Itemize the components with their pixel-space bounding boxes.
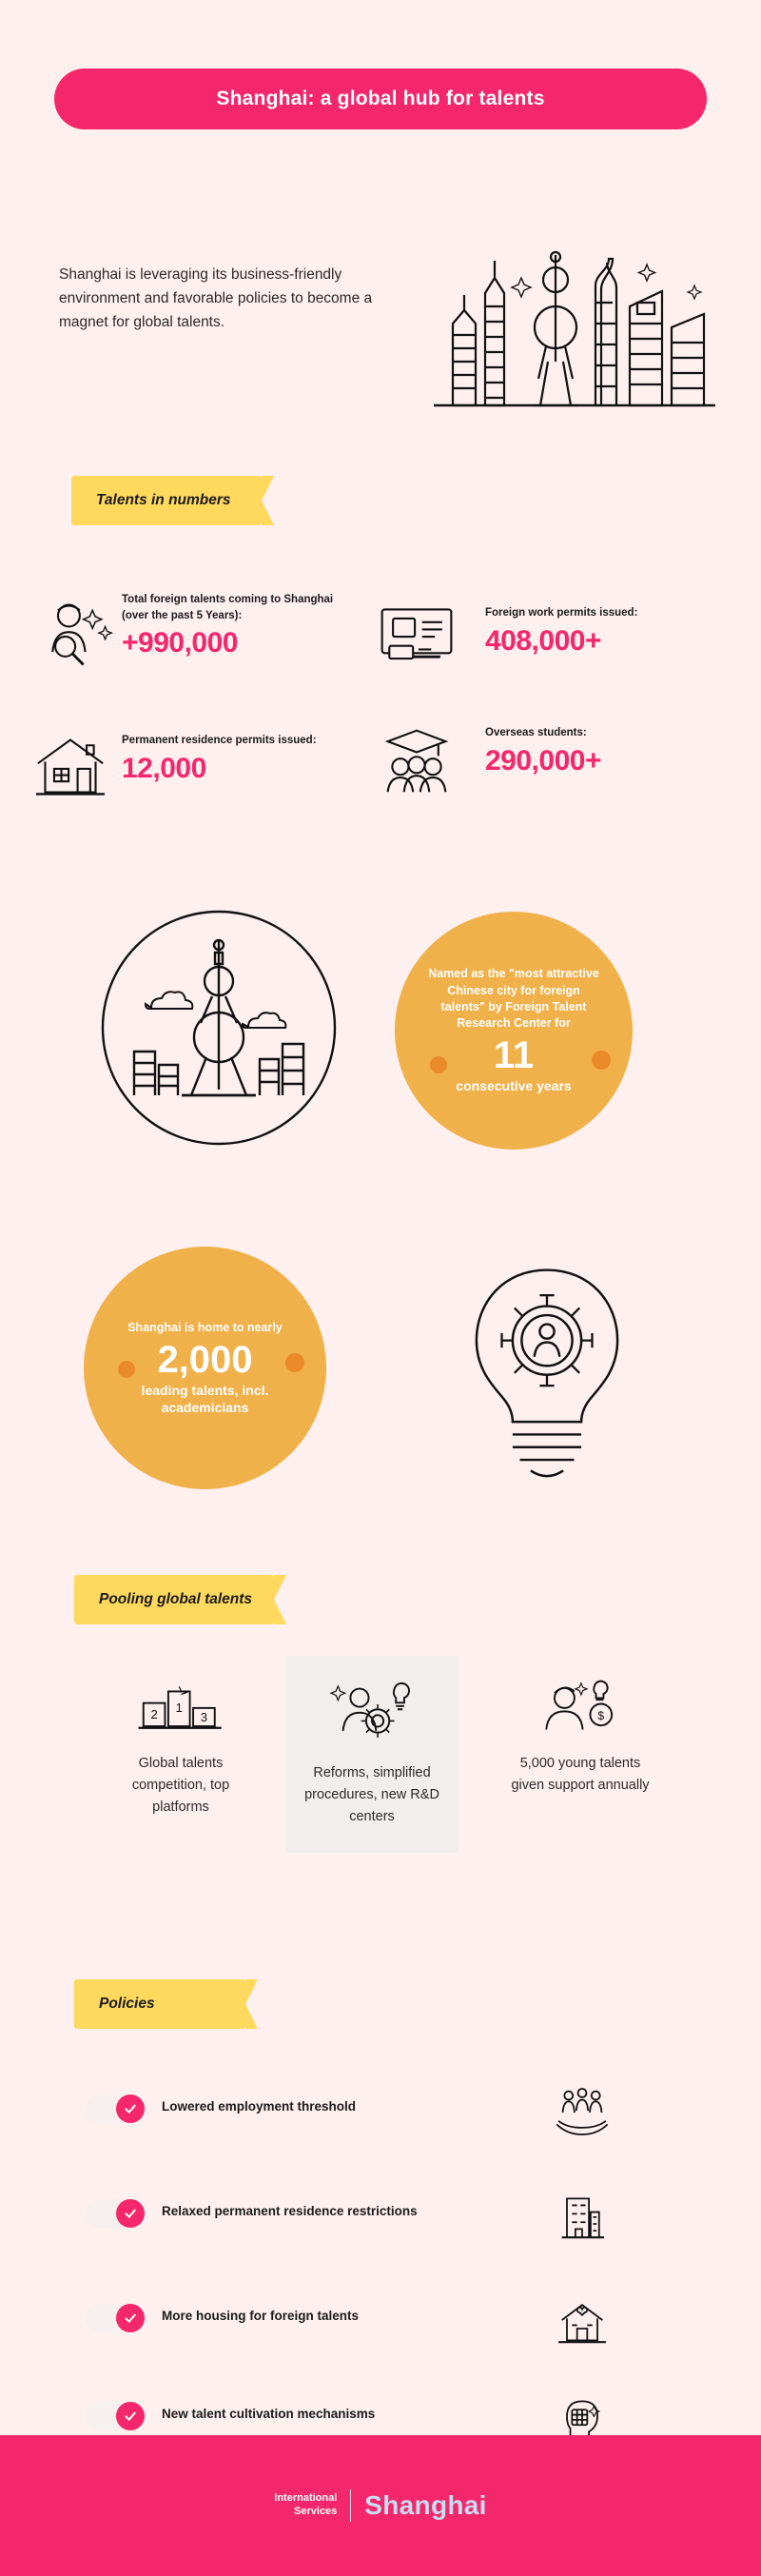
pooling-card-reforms bbox=[285, 1656, 459, 1853]
hand-people-icon bbox=[552, 2087, 613, 2136]
page-title-text: Shanghai: a global hub for talents bbox=[216, 88, 545, 109]
pooling-caption: 5,000 young talents given support annually bbox=[511, 1756, 650, 1793]
circle-lead-text: Named as the "most attractive Chinese city for foreign talents" by Foreign Talent Research Center for bbox=[428, 967, 599, 1031]
policy-label: More housing for foreign talents bbox=[162, 2309, 360, 2323]
policy-row-relaxed-permanent-residence[interactable] bbox=[86, 2193, 675, 2235]
section-header-pooling-global-talents bbox=[74, 1575, 274, 1624]
footer-brand-line1: International bbox=[274, 2492, 338, 2505]
footer-city-label: Shanghai bbox=[364, 2490, 487, 2520]
policy-label: New talent cultivation mechanisms bbox=[162, 2407, 376, 2421]
lightbulb-gear-person-icon bbox=[457, 1256, 637, 1485]
policy-toggle[interactable] bbox=[86, 2304, 145, 2332]
decorative-dot bbox=[430, 1056, 447, 1073]
check-icon bbox=[116, 2199, 145, 2228]
footer-logo bbox=[274, 2489, 486, 2522]
circle-trail-text: leading talents, incl. academicians bbox=[141, 1382, 269, 1416]
policy-toggle[interactable] bbox=[86, 2094, 145, 2123]
stat-value: +990,000 bbox=[122, 627, 238, 659]
pooling-caption: Global talents competition, top platforms bbox=[131, 1756, 230, 1815]
svg-text:1: 1 bbox=[175, 1701, 183, 1716]
stat-foreign-work-permits bbox=[485, 605, 723, 657]
policy-row-more-housing[interactable] bbox=[86, 2298, 675, 2340]
svg-text:2: 2 bbox=[150, 1707, 158, 1722]
footer-brand-lines bbox=[274, 2492, 337, 2519]
stat-circle-consecutive-years bbox=[395, 912, 633, 1150]
section-header-talents-in-numbers bbox=[71, 476, 262, 525]
stat-value: 408,000+ bbox=[485, 624, 601, 657]
decorative-dot bbox=[118, 1361, 135, 1378]
circle-lead-text: Shanghai is home to nearly bbox=[127, 1320, 283, 1334]
building-document-icon bbox=[552, 2192, 613, 2241]
circle-trail-text: consecutive years bbox=[456, 1078, 572, 1094]
stat-value: 290,000+ bbox=[485, 744, 601, 777]
svg-text:$: $ bbox=[597, 1709, 605, 1723]
person-support-money-icon bbox=[495, 1675, 666, 1740]
circle-number: 11 bbox=[493, 1034, 535, 1077]
shanghai-skyline-icon bbox=[426, 236, 723, 407]
circle-number: 2,000 bbox=[157, 1338, 253, 1381]
footer-brand-line2: Services bbox=[294, 2506, 338, 2517]
section-header-talents-label: Talents in numbers bbox=[96, 492, 231, 509]
stat-permanent-residence-permits bbox=[122, 733, 360, 784]
person-search-icon bbox=[38, 596, 116, 674]
stat-value: 12,000 bbox=[122, 752, 206, 784]
policy-row-new-talent-cultivation[interactable] bbox=[86, 2396, 675, 2438]
footer-divider bbox=[350, 2489, 351, 2522]
stat-label: Foreign work permits issued: bbox=[485, 607, 638, 619]
page-title bbox=[54, 69, 707, 129]
stat-label: Total foreign talents coming to Shanghai (over the past 5 Years): bbox=[122, 594, 334, 621]
stat-overseas-students bbox=[485, 725, 723, 777]
pooling-caption: Reforms, simplified procedures, new R&D centers bbox=[304, 1765, 439, 1824]
pooling-card-competition bbox=[95, 1675, 266, 1819]
person-gear-idea-icon bbox=[285, 1673, 459, 1749]
house-heart-icon bbox=[552, 2296, 613, 2346]
section-header-policies-label: Policies bbox=[99, 1996, 155, 2013]
section-header-policies bbox=[74, 1979, 245, 2029]
stat-label: Permanent residence permits issued: bbox=[122, 735, 317, 746]
stat-total-foreign-talents bbox=[122, 592, 360, 659]
pooling-card-young-talents bbox=[495, 1675, 666, 1797]
policy-toggle[interactable] bbox=[86, 2199, 145, 2228]
work-permit-card-icon bbox=[375, 605, 459, 672]
policy-label: Relaxed permanent residence restrictions bbox=[162, 2204, 418, 2218]
policy-toggle[interactable] bbox=[86, 2402, 145, 2430]
check-icon bbox=[116, 2402, 145, 2430]
svg-text:3: 3 bbox=[200, 1709, 208, 1724]
check-icon bbox=[116, 2304, 145, 2332]
decorative-dot bbox=[285, 1353, 304, 1372]
podium-ranking-icon bbox=[95, 1675, 266, 1740]
house-icon bbox=[29, 733, 112, 801]
graduates-icon bbox=[375, 725, 459, 797]
stat-label: Overseas students: bbox=[485, 727, 587, 738]
decorative-dot bbox=[592, 1051, 611, 1070]
footer-bar bbox=[0, 2435, 761, 2576]
policy-row-lowered-employment-threshold[interactable] bbox=[86, 2089, 675, 2131]
section-header-pooling-label: Pooling global talents bbox=[99, 1591, 253, 1608]
check-icon bbox=[116, 2094, 145, 2123]
intro-paragraph: Shanghai is leveraging its business-friendly environment and favorable policies to become a magnet for global talents. bbox=[59, 266, 373, 331]
policy-label: Lowered employment threshold bbox=[162, 2099, 357, 2114]
oriental-pearl-tower-icon bbox=[100, 909, 338, 1147]
